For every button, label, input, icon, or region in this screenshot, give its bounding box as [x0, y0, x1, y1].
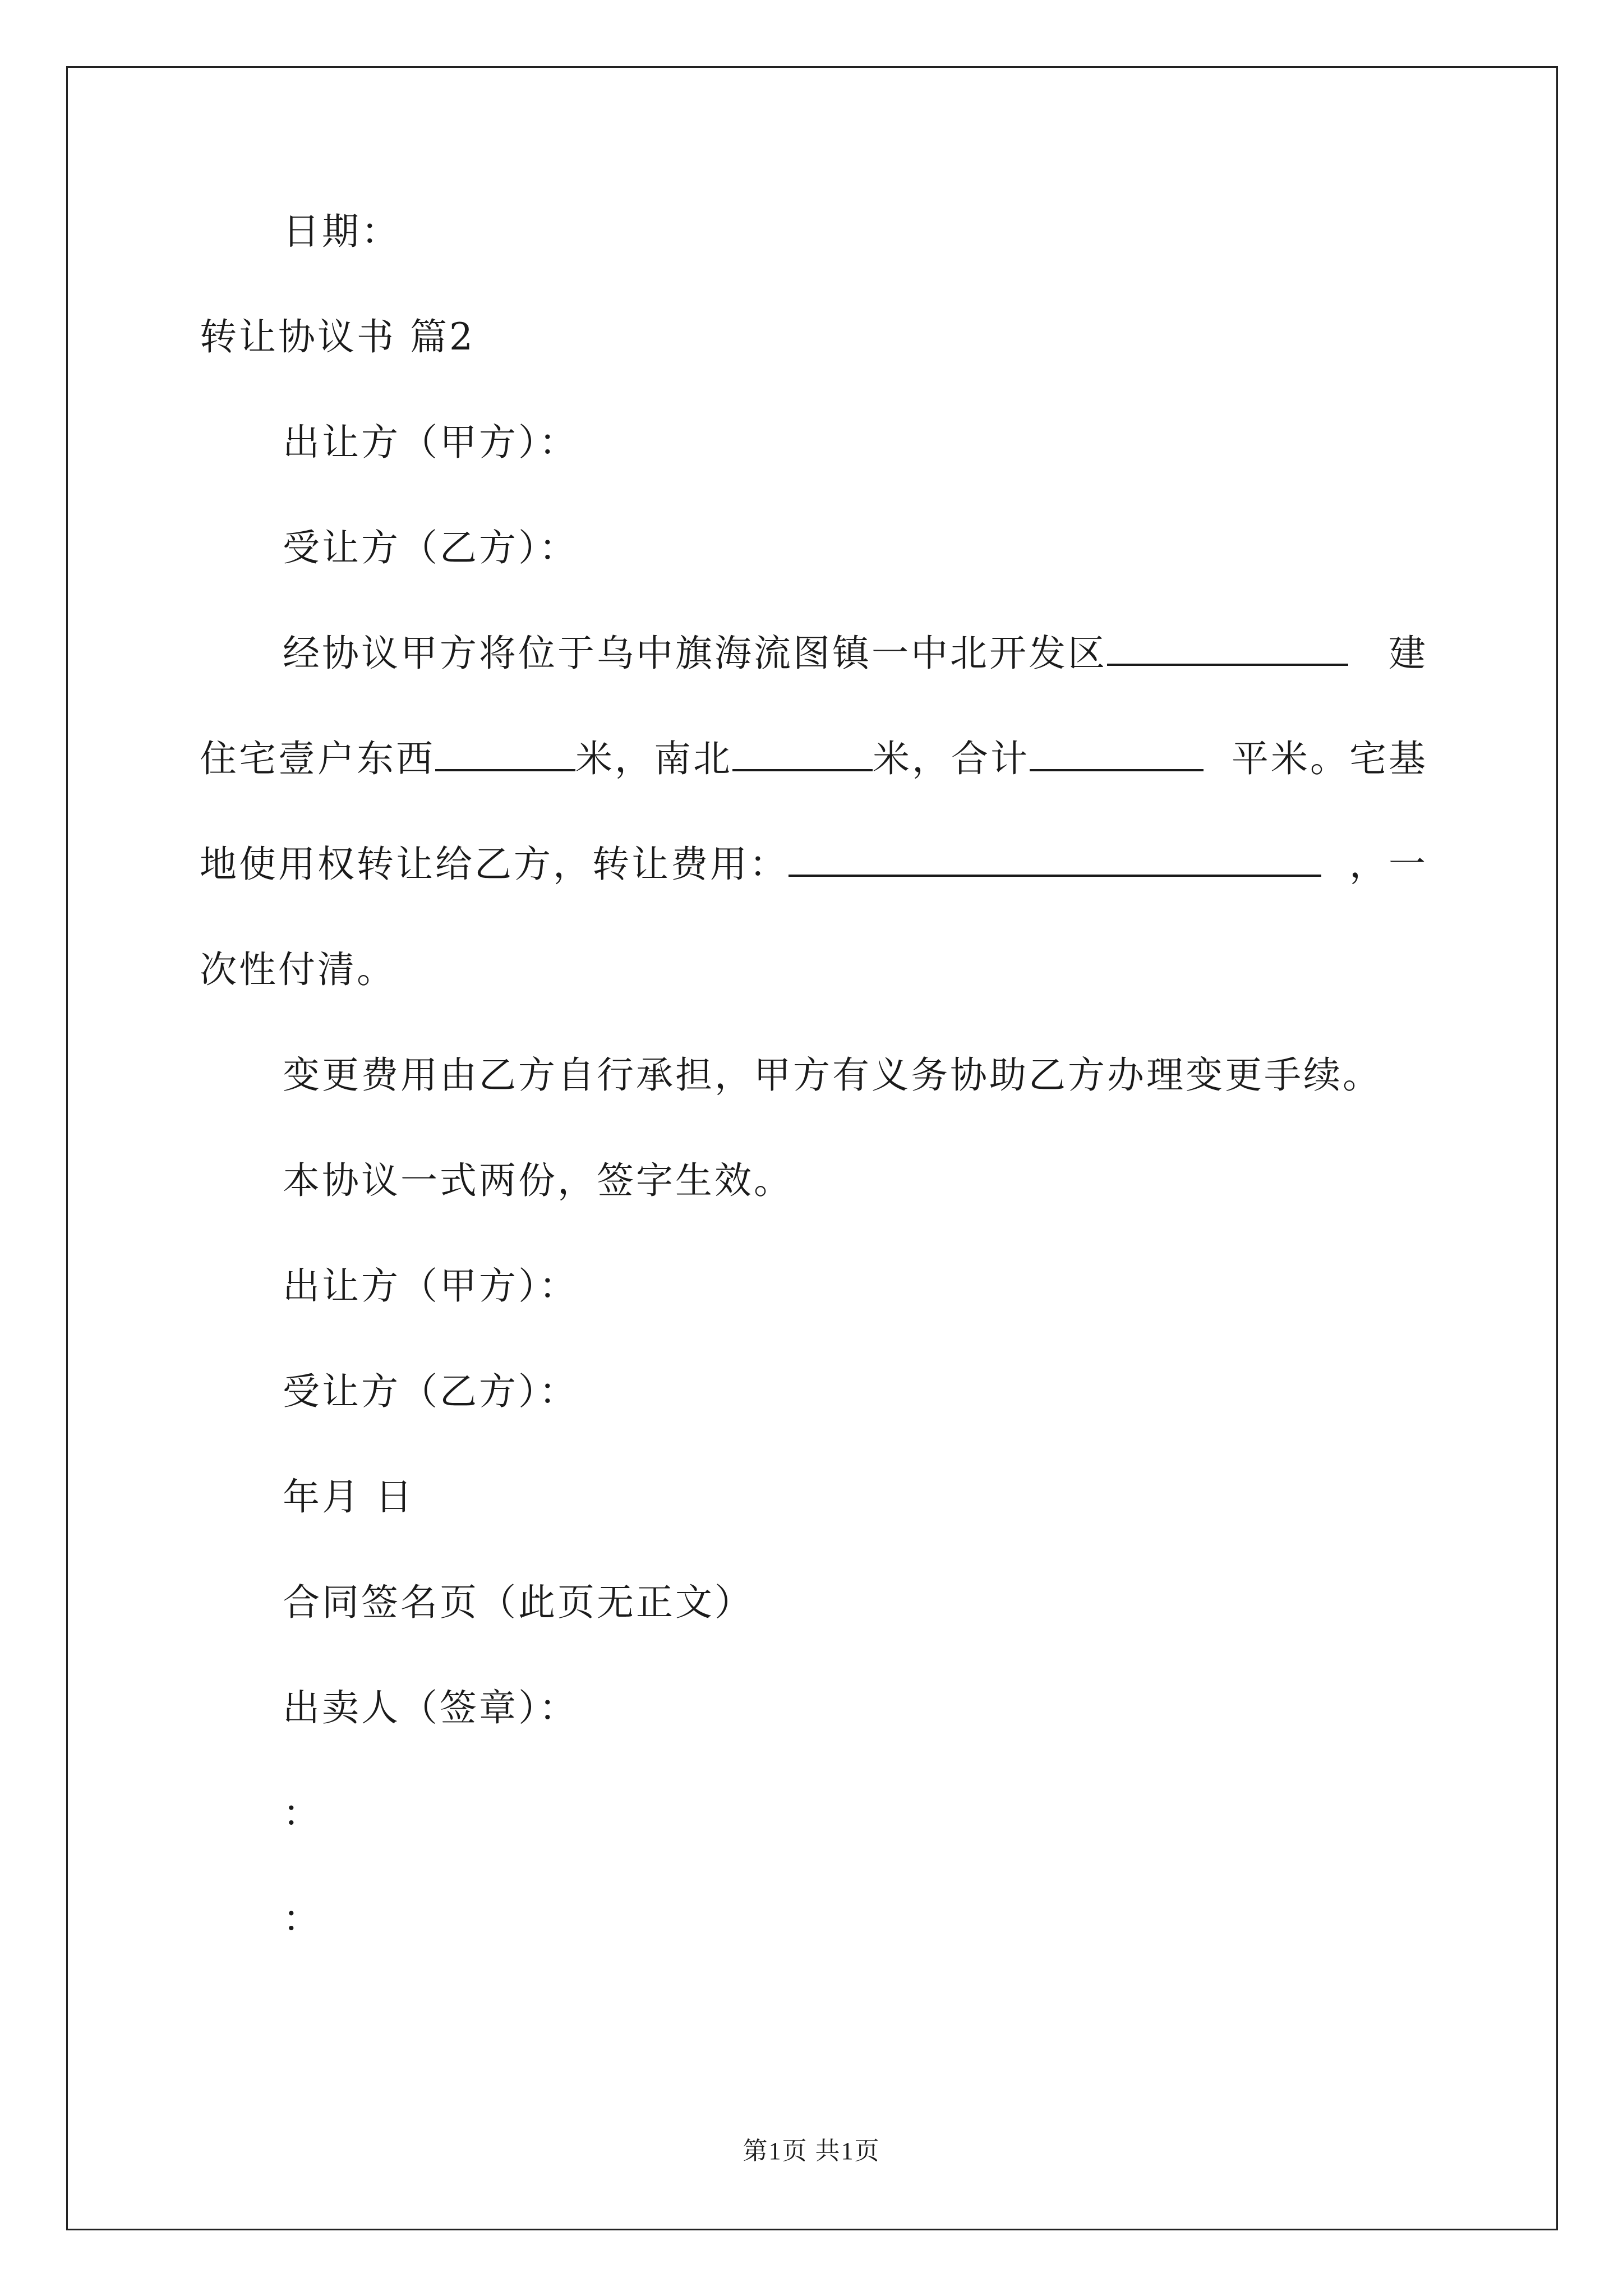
- agreement-text: 经协议甲方将位于乌中旗海流图镇一中北开发区: [283, 632, 1107, 675]
- agreement-text: 米，南北: [575, 737, 732, 780]
- agreement-text: 地使用权转让给乙方，转让费用：: [200, 843, 789, 886]
- document-title: 转让协议书 篇2: [200, 315, 475, 358]
- agreement-text: 米，合计: [873, 737, 1030, 780]
- agreement-line-4: 次性付清。: [200, 948, 396, 991]
- agreement-line-3: [200, 840, 1428, 889]
- fee-paragraph: 变更费用由乙方自行承担，甲方有义务协助乙方办理变更手续。: [283, 1053, 1382, 1097]
- transferee-sign-line: 受让方（乙方）：: [283, 1370, 578, 1413]
- date-sign-line: 年月 日: [283, 1475, 414, 1519]
- agreement-text: 平米。宅基: [1232, 737, 1428, 780]
- agreement-line-1: [200, 629, 1428, 678]
- blank-field-east-west: [435, 738, 575, 771]
- agreement-text: 住宅壹户东西: [200, 737, 435, 780]
- date-line: 日期：: [283, 210, 400, 253]
- signature-page-heading: 合同签名页（此页无正文）: [283, 1581, 754, 1624]
- blank-field-north-south: [732, 738, 873, 771]
- transferor-line: 出让方（甲方）：: [283, 421, 578, 464]
- colon-line: ：: [283, 1897, 322, 1940]
- copies-paragraph: 本协议一式两份，签字生效。: [283, 1159, 793, 1202]
- agreement-line-2: [200, 735, 1428, 783]
- transferor-sign-line: 出让方（甲方）：: [283, 1264, 578, 1308]
- colon-line: ：: [283, 1792, 322, 1835]
- blank-field-location: [1107, 632, 1348, 666]
- agreement-text: 建: [1389, 632, 1428, 675]
- blank-field-fee: [789, 843, 1321, 877]
- document-body: [200, 208, 1428, 2000]
- transferee-line: 受让方（乙方）：: [283, 526, 578, 569]
- agreement-text: ，一: [1349, 843, 1428, 886]
- page-footer: 第1页 共1页: [743, 2137, 880, 2165]
- seller-sign-line: 出卖人（签章）：: [283, 1686, 578, 1729]
- blank-field-total: [1030, 738, 1204, 771]
